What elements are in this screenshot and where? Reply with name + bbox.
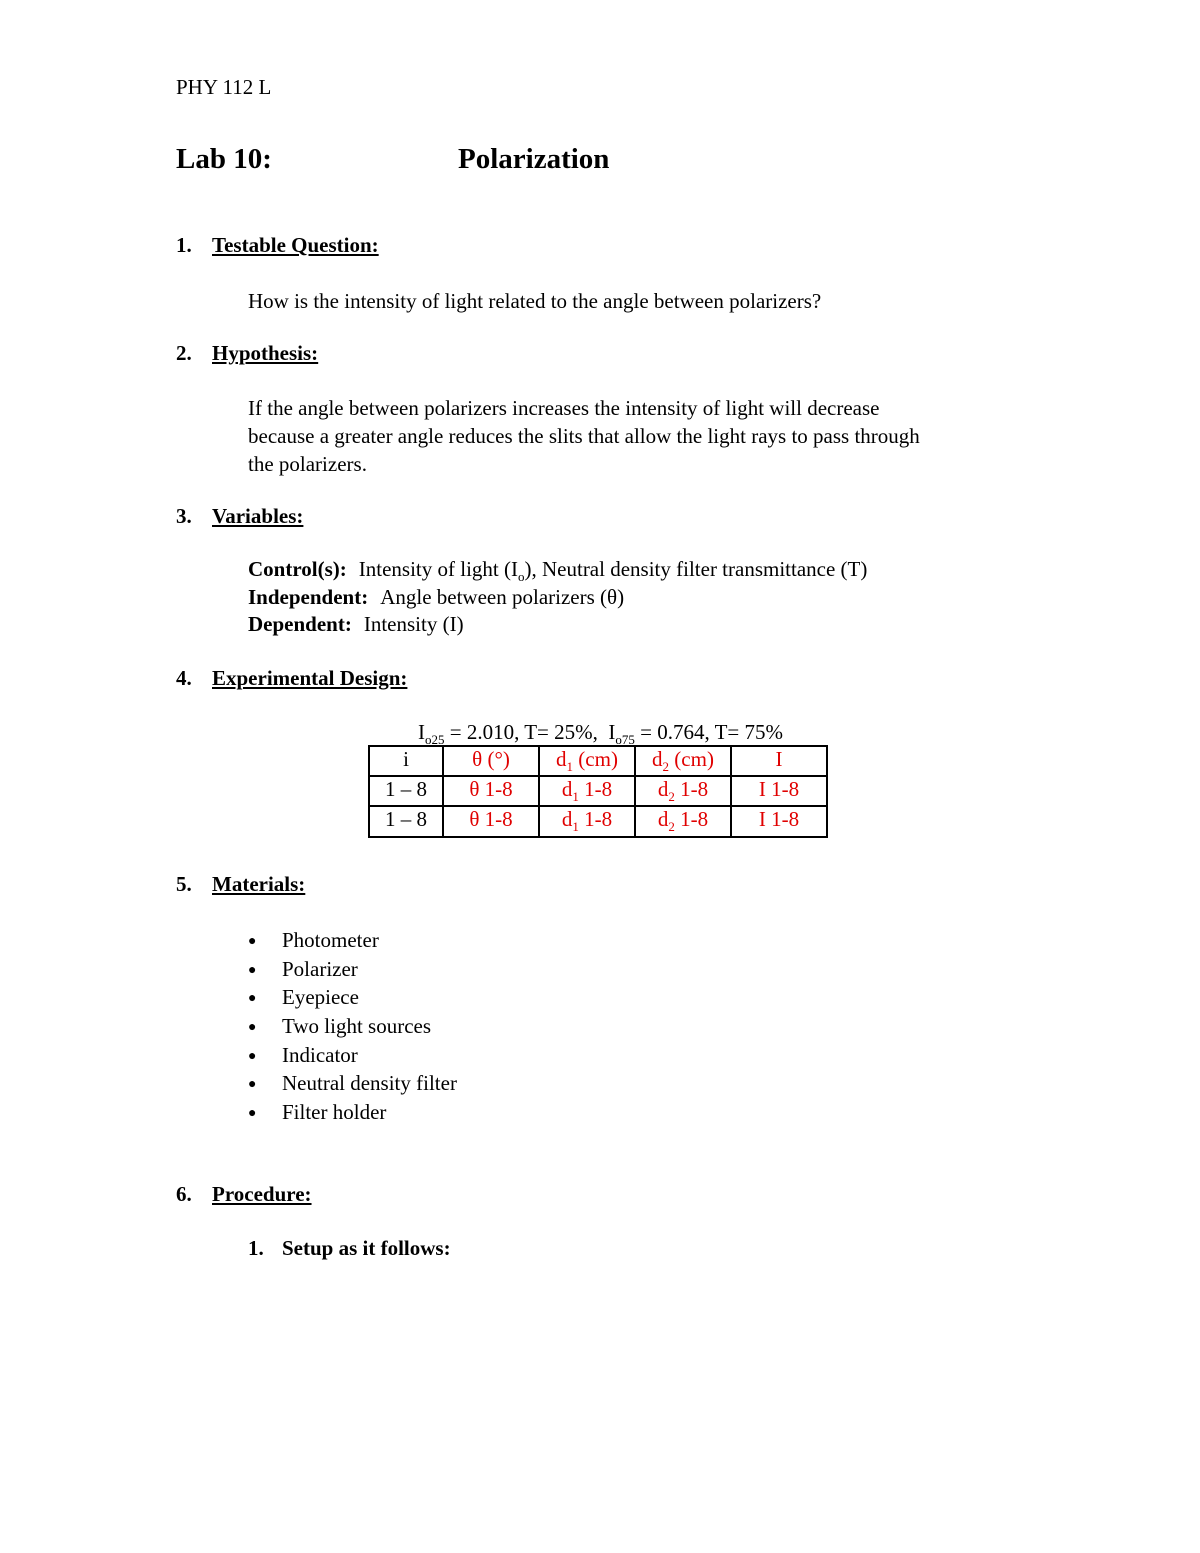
hypothesis-line: because a greater angle reduces the slits that allow the light rays to pass through	[248, 424, 920, 448]
table-cell: $d_2$ 1-8	[635, 806, 731, 836]
table-header-cell: θ (°)	[443, 746, 539, 776]
table-cell: θ 1-8	[443, 776, 539, 806]
bullet-icon: ●	[248, 933, 257, 949]
data-table	[368, 745, 828, 838]
list-item: ● Polarizer	[248, 955, 457, 984]
section-testable-question	[176, 233, 379, 258]
table-header-cell: I	[731, 746, 827, 776]
materials-list	[248, 926, 457, 1127]
section-procedure	[176, 1182, 312, 1207]
hypothesis-line: If the angle between polarizers increases the intensity of light will decrease	[248, 396, 880, 420]
control-value: Intensity of light $(I_o)$, Neutral density filter transmittance (T)	[358, 557, 868, 585]
section-experimental-design	[176, 666, 407, 691]
bullet-icon: ●	[248, 1019, 257, 1035]
step-number: 1.	[248, 1236, 264, 1260]
section-hypothesis	[176, 341, 318, 366]
independent-value: Angle between polarizers (θ)	[380, 585, 625, 609]
hypothesis-line: the polarizers.	[248, 452, 367, 476]
section-number: 6.	[176, 1182, 192, 1206]
section-heading: Testable Question:	[212, 233, 379, 257]
section-number: 4.	[176, 666, 192, 690]
table-cell: I 1-8	[731, 806, 827, 836]
list-item: ● Filter holder	[248, 1098, 457, 1127]
control-variable	[248, 557, 867, 585]
section-heading: Procedure:	[212, 1182, 312, 1206]
table-header-cell: i	[369, 746, 443, 776]
control-label: Control(s):	[248, 557, 347, 581]
section-materials	[176, 872, 305, 897]
section-heading: Variables:	[212, 504, 304, 528]
table-header-cell: $d_1$ (cm)	[539, 746, 635, 776]
table-cell: 1 – 8	[369, 776, 443, 806]
testable-question-text: How is the intensity of light related to the angle between polarizers?	[248, 289, 822, 313]
section-heading: Hypothesis:	[212, 341, 319, 365]
lab-number: Lab 10:	[176, 143, 272, 175]
section-number: 2.	[176, 341, 192, 365]
table-cell: θ 1-8	[443, 806, 539, 836]
section-number: 3.	[176, 504, 192, 528]
list-item: ● Eyepiece	[248, 983, 457, 1012]
table-row	[369, 776, 827, 806]
lab-title: Polarization	[458, 143, 610, 175]
list-item: ● Indicator	[248, 1041, 457, 1070]
bullet-icon: ●	[248, 991, 257, 1007]
section-heading: Materials:	[212, 872, 306, 896]
section-number: 1.	[176, 233, 192, 257]
bullet-icon: ●	[248, 962, 257, 978]
hypothesis-text	[248, 394, 920, 478]
list-item: ● Photometer	[248, 926, 457, 955]
list-item: ● Neutral density filter	[248, 1069, 457, 1098]
section-heading: Experimental Design:	[212, 666, 408, 690]
table-cell: $d_2$ 1-8	[635, 776, 731, 806]
dependent-variable	[248, 612, 464, 637]
dependent-value: Intensity (I)	[363, 612, 464, 636]
list-item: ● Two light sources	[248, 1012, 457, 1041]
dependent-label: Dependent:	[248, 612, 352, 636]
table-cell: $d_1$ 1-8	[539, 776, 635, 806]
bullet-icon: ●	[248, 1105, 257, 1121]
independent-variable	[248, 585, 624, 610]
design-constants: $I_{o25} = 2.010$, T= 25%, $I_{o75} = 0.764$, T= 75%	[418, 720, 784, 748]
bullet-icon: ●	[248, 1077, 257, 1093]
table-row	[369, 806, 827, 836]
procedure-step	[248, 1236, 451, 1261]
section-variables	[176, 504, 303, 529]
table-cell: 1 – 8	[369, 806, 443, 836]
table-cell: $d_1$ 1-8	[539, 806, 635, 836]
course-code: PHY 112 L	[176, 75, 272, 99]
table-header-cell: $d_2$ (cm)	[635, 746, 731, 776]
independent-label: Independent:	[248, 585, 369, 609]
table-cell: I 1-8	[731, 776, 827, 806]
step-text: Setup as it follows:	[282, 1236, 451, 1260]
section-number: 5.	[176, 872, 192, 896]
bullet-icon: ●	[248, 1048, 257, 1064]
table-header-row	[369, 746, 827, 776]
